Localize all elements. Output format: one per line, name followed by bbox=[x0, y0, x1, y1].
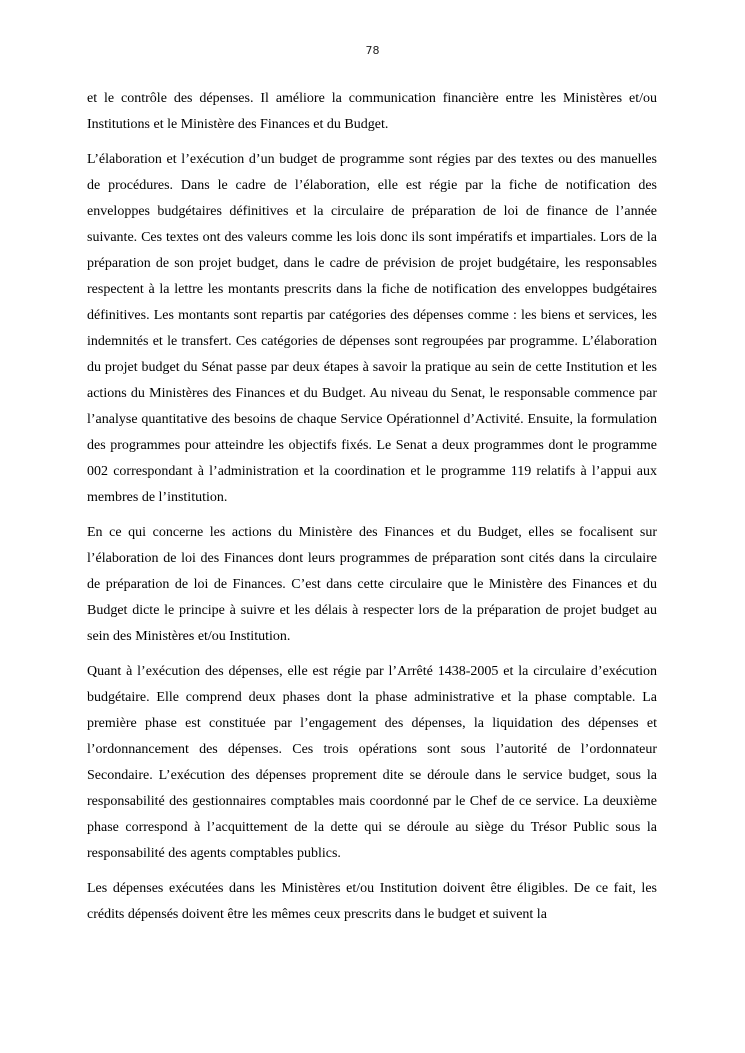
paragraph-2: L’élaboration et l’exécution d’un budget de programme sont régies par des textes ou des manuelles de procédures. Dans le cadre de l’élaboration, elle est régie par la fiche de notification des enveloppes budgétaires définitives et la circulaire de préparation de loi de finance de l’année suivante. Ces textes ont des valeurs comme les lois donc ils sont impératifs et impartiales. Lors de la préparation de son projet budget, dans le cadre de prévision de projet budgétaire, les responsables respectent à la lettre les montants prescrits dans la fiche de notification des enveloppes budgétaires définitives. Les montants sont repartis par catégories des dépenses comme : les biens et services, les indemnités et le transfert. Ces catégories de dépenses sont regroupées par programme. L’élaboration du projet budget du Sénat passe par deux étapes à savoir la pratique au sein de cette Institution et les actions du Ministères des Finances et du Budget. Au niveau du Senat, le responsable commence par l’analyse quantitative des besoins de chaque Service Opérationnel d’Activité. Ensuite, la formulation des programmes pour atteindre les objectifs fixés. Le Senat a deux programmes dont le programme 002 correspondant à l’administration et la coordination et le programme 119 relatifs à l’appui aux membres de l’institution. bbox=[87, 152, 657, 505]
paragraph-1: et le contrôle des dépenses. Il améliore la communication financière entre les Ministères et/ou Institutions et le Ministère des Finances et du Budget. bbox=[87, 91, 657, 132]
page-number: 78 bbox=[365, 44, 380, 57]
paragraph-4: Quant à l’exécution des dépenses, elle est régie par l’Arrêté 1438-2005 et la circulaire d’exécution budgétaire. Elle comprend deux phases dont la phase administrative et la phase comptable. La première phase est constituée par l’engagement des dépenses, la liquidation des dépenses et l’ordonnancement des dépenses. Ces trois opérations sont sous l’autorité de l’ordonnateur Secondaire. L’exécution des dépenses proprement dite se déroule dans le service budget, sous la responsabilité des gestionnaires comptables mais coordonné par le Chef de ce service. La deuxième phase correspond à l’acquittement de la dette qui se déroule au siège du Trésor Public sous la responsabilité des agents comptables publics. bbox=[87, 664, 657, 861]
paragraph-3: En ce qui concerne les actions du Ministère des Finances et du Budget, elles se focalisent sur l’élaboration de loi des Finances dont leurs programmes de préparation sont cités dans la circulaire de préparation de loi de Finances. C’est dans cette circulaire que le Ministère des Finances et du Budget dicte le principe à suivre et les délais à respecter lors de la préparation de projet budget au sein des Ministères et/ou Institution. bbox=[87, 525, 657, 644]
body-text bbox=[87, 86, 657, 937]
paragraph-5: Les dépenses exécutées dans les Ministères et/ou Institution doivent être éligibles. De ce fait, les crédits dépensés doivent être les mêmes ceux prescrits dans le budget et suivent la bbox=[87, 881, 657, 922]
